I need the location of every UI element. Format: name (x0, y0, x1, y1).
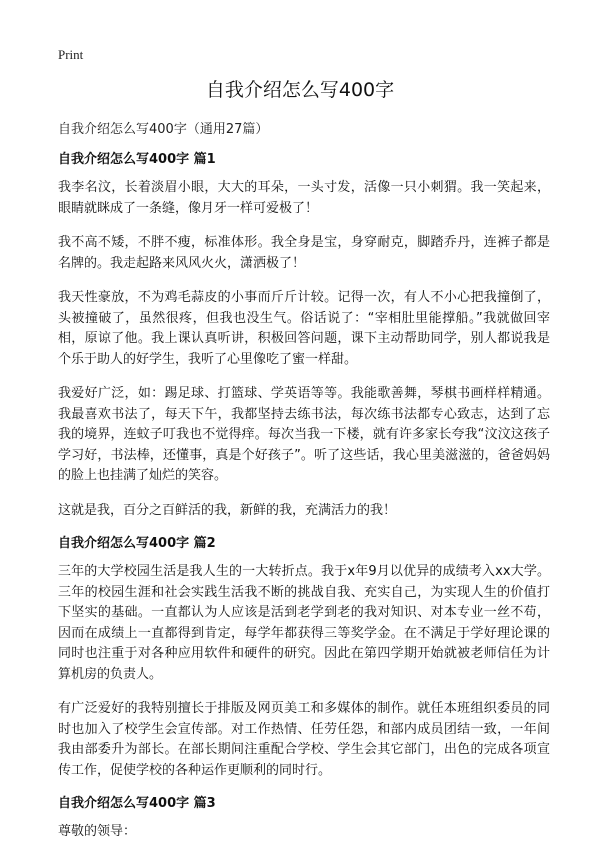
article-body (58, 151, 550, 857)
section-heading: 自我介绍怎么写400字 篇2 (58, 536, 216, 551)
paragraph: 我李名汶，长着淡眉小眼，大大的耳朵，一头寸发，活像一只小刺猬。我一笑起来，眼睛就眯成了一条缝，像月牙一样可爱极了！ (58, 180, 550, 216)
section-heading: 自我介绍怎么写400字 篇3 (58, 796, 216, 811)
print-link[interactable]: Print (58, 47, 84, 62)
page-title: 自我介绍怎么写400字 (205, 79, 395, 101)
paragraph: 有广泛爱好的我特别擅长于排版及网页美工和多媒体的制作。就任本班组织委员的同时也加入了校学生会宣传部。对工作热情、任劳任怨，和部内成员团结一致，一年间我由部委升为部长。在部长期间注重配合学校、学生会其它部门，出色的完成各项宣传工作，促使学校的各种运作更顺利的同时行。 (58, 701, 550, 778)
paragraph: 我爱好广泛，如：踢足球、打篮球、学英语等等。我能歌善舞，琴棋书画样样精通。我最喜欢书法了，每天下午，我都坚持去练书法，每次练书法都专心致志，达到了忘我的境界，连蚊子叮我也不觉得痒。每次当我一下楼，就有许多家长夸我“汶汶这孩子学习好，书法棒，还懂事，真是个好孩子”。听了这些话，我心里美滋滋的，爸爸妈妈的脸上也挂满了灿烂的笑容。 (58, 386, 550, 483)
paragraph: 我天性豪放，不为鸡毛蒜皮的小事而斤斤计较。记得一次，有人不小心把我撞倒了，头被撞破了，虽然很疼，但我也没生气。俗话说了：“宰相肚里能撑船。”我就做回宰相，原谅了他。我上课认真听讲，积极回答问题，课下主动帮助同学，别人都说我是个乐于助人的好学生，我听了心里像吃了蜜一样甜。 (58, 290, 550, 367)
paragraph: 我不高不矮，不胖不瘦，标准体形。我全身是宝，身穿耐克，脚踏乔丹，连裤子都是名牌的。我走起路来风风火火，潇洒极了！ (58, 235, 550, 271)
document-subtitle: 自我介绍怎么写400字（通用27篇） (58, 122, 269, 137)
section-heading: 自我介绍怎么写400字 篇1 (58, 152, 216, 167)
paragraph: 三年的大学校园生活是我人生的一大转折点。我于x年9月以优异的成绩考入xx大学。三年的校园生涯和社会实践生活我不断的挑战自我、充实自己，为实现人生的价值打下坚实的基础。一直都认为人应该是活到老学到老的我对知识、对本专业一丝不苟，因而在成绩上一直都得到肯定，每学年都获得三等奖学金。在不满足于学好理论课的同时也注重于对各种应用软件和硬件的研究。因此在第四学期开始就被老师信任为计算机房的负责人。 (58, 564, 550, 682)
paragraph: 这就是我，百分之百鲜活的我，新鲜的我，充满活力的我！ (58, 502, 397, 518)
paragraph: 尊敬的领导： (58, 824, 137, 839)
